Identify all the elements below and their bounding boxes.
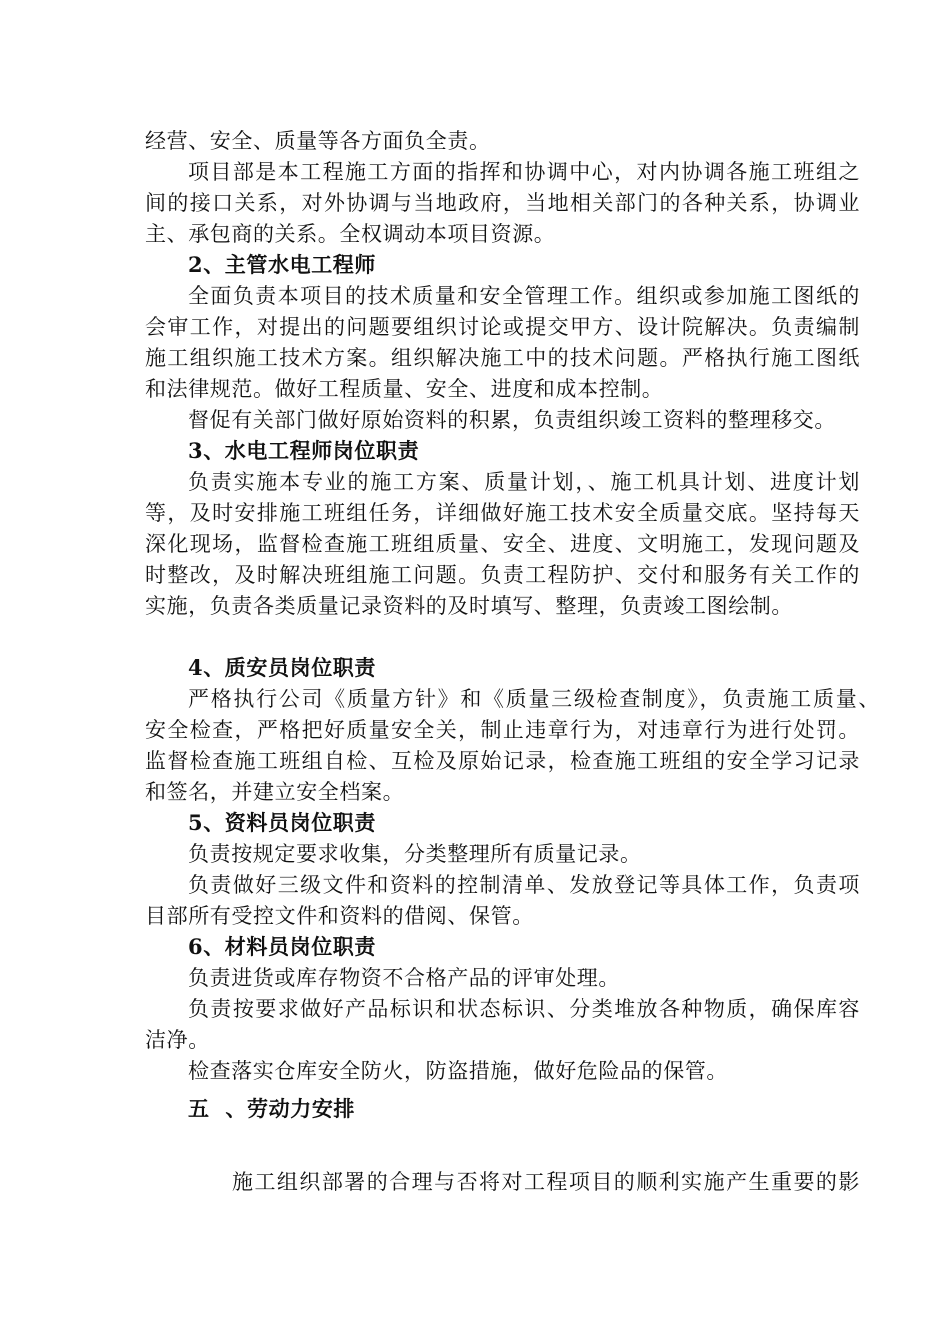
text-line: 时整改，及时解决班组施工问题。负责工程防护、交付和服务有关工作的 [145,563,860,587]
text-line: 深化现场，监督检查施工班组质量、安全、进度、文明施工，发现问题及 [145,532,860,556]
text-line: 督促有关部门做好原始资料的积累，负责组织竣工资料的整理移交。 [188,408,836,432]
text-line: 主、承包商的关系。全权调动本项目资源。 [145,222,556,246]
text-line: 负责做好三级文件和资料的控制清单、发放登记等具体工作，负责项 [188,873,860,897]
text-line: 监督检查施工班组自检、互检及原始记录，检查施工班组的安全学习记录 [145,749,860,773]
section-heading: 6、材料员岗位职责 [188,934,377,959]
text-line: 和签名，并建立安全档案。 [145,780,405,804]
text-line: 施工组织施工技术方案。组织解决施工中的技术问题。严格执行施工图纸 [145,346,860,370]
text-line: 负责实施本专业的施工方案、质量计划，、施工机具计划、进度计划 [188,470,860,494]
text-line: 间的接口关系，对外协调与当地政府，当地相关部门的各种关系，协调业 [145,191,860,215]
section-heading: 4、质安员岗位职责 [188,655,377,680]
text-line: 会审工作，对提出的问题要组织讨论或提交甲方、设计院解决。负责编制 [145,315,860,339]
text-line: 洁净。 [145,1028,210,1052]
text-line: 施工组织部署的合理与否将对工程项目的顺利实施产生重要的影 [232,1170,860,1194]
text-line: 等，及时安排施工班组任务，详细做好施工技术安全质量交底。坚持每天 [145,501,860,525]
text-line: 和法律规范。做好工程质量、安全、进度和成本控制。 [145,377,664,401]
text-line: 负责按要求做好产品标识和状态标识、分类堆放各种物质，确保库容 [188,997,860,1021]
text-line: 严格执行公司《质量方针》和《质量三级检查制度》，负责施工质量、 [188,687,880,711]
text-line: 实施，负责各类质量记录资料的及时填写、整理，负责竣工图绘制。 [145,594,793,618]
chapter-heading: 五 、劳动力安排 [188,1096,356,1121]
text-line: 经营、安全、质量等各方面负全责。 [145,129,491,153]
text-line: 检查落实仓库安全防火，防盗措施，做好危险品的保管。 [188,1059,728,1083]
section-heading: 2、主管水电工程师 [188,252,377,277]
text-line: 负责进货或库存物资不合格产品的评审处理。 [188,966,620,990]
text-line: 安全检查，严格把好质量安全关，制止违章行为，对违章行为进行处罚。 [145,718,860,742]
text-line: 负责按规定要求收集，分类整理所有质量记录。 [188,842,642,866]
section-heading: 3、水电工程师岗位职责 [188,438,420,463]
text-line: 项目部是本工程施工方面的指挥和协调中心，对内协调各施工班组之 [188,160,860,184]
section-heading: 5、资料员岗位职责 [188,810,377,835]
text-line: 目部所有受控文件和资料的借阅、保管。 [145,904,534,928]
text-line: 全面负责本项目的技术质量和安全管理工作。组织或参加施工图纸的 [188,284,860,308]
